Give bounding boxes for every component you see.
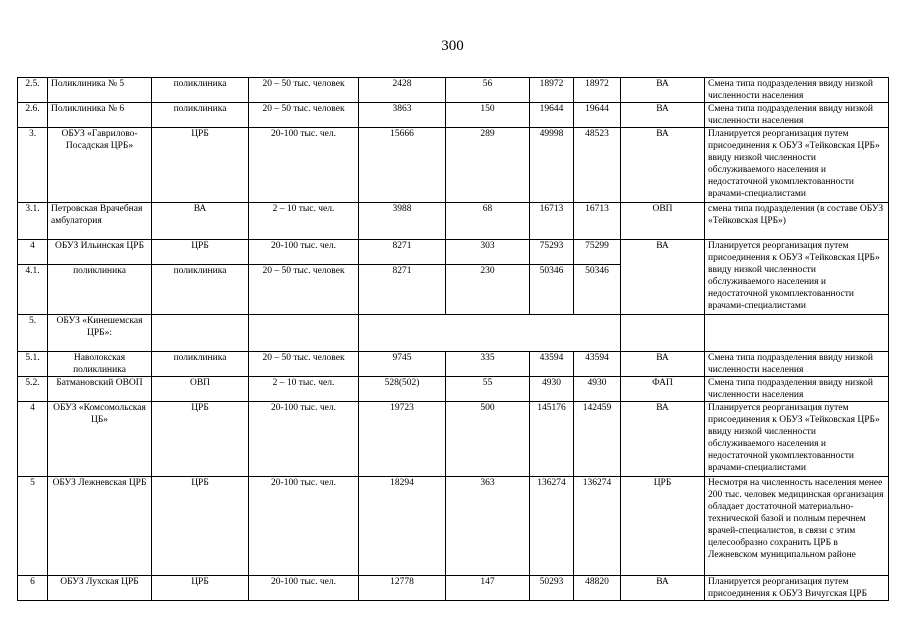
population-range: 20 – 50 тыс. человек bbox=[249, 78, 359, 103]
note: Планируется реорганизация путем присоединения к ОБУЗ «Тейковская ЦРБ» ввиду низкой численности обслуживаемого населения и недостаточной укомплектованности врачами-специалистами bbox=[705, 128, 889, 203]
value-2: 303 bbox=[446, 240, 530, 265]
row-number: 2.6. bbox=[18, 103, 48, 128]
population-range: 2 – 10 тыс. чел. bbox=[249, 377, 359, 402]
value-3: 16713 bbox=[530, 203, 574, 240]
value-2: 500 bbox=[446, 402, 530, 477]
value-1: 8271 bbox=[359, 240, 446, 265]
table-row bbox=[18, 576, 889, 601]
note: Смена типа подразделения ввиду низкой численности населения bbox=[705, 78, 889, 103]
population-range: 2 – 10 тыс. чел. bbox=[249, 203, 359, 240]
population-range: 20-100 тыс. чел. bbox=[249, 576, 359, 601]
value-4: 43594 bbox=[574, 352, 621, 377]
row-number: 3. bbox=[18, 128, 48, 203]
row-number: 5. bbox=[18, 315, 48, 352]
org-type: ЦРБ bbox=[152, 576, 249, 601]
note: смена типа подразделения (в составе ОБУЗ «Тейковская ЦРБ») bbox=[705, 203, 889, 240]
org-name: ОБУЗ Лухская ЦРБ bbox=[48, 576, 152, 601]
org-type: поликлиника bbox=[152, 352, 249, 377]
row-number: 5 bbox=[18, 477, 48, 576]
org-name: Петровская Врачебная амбулатория bbox=[48, 203, 152, 240]
population-range: 20-100 тыс. чел. bbox=[249, 128, 359, 203]
value-3: 43594 bbox=[530, 352, 574, 377]
value-4: 16713 bbox=[574, 203, 621, 240]
org-type: ЦРБ bbox=[152, 128, 249, 203]
value-4: 50346 bbox=[574, 265, 621, 315]
org-name: ОБУЗ Ильинская ЦРБ bbox=[48, 240, 152, 265]
planned-type bbox=[621, 315, 705, 352]
value-4: 48523 bbox=[574, 128, 621, 203]
table-row bbox=[18, 377, 889, 402]
value-2: 55 bbox=[446, 377, 530, 402]
value-3: 136274 bbox=[530, 477, 574, 576]
row-number: 3.1. bbox=[18, 203, 48, 240]
org-name: ОБУЗ «Кинешемская ЦРБ»: bbox=[48, 315, 152, 352]
org-type bbox=[152, 315, 249, 352]
reorganization-table bbox=[17, 77, 889, 601]
table-row bbox=[18, 78, 889, 103]
value-4: 18972 bbox=[574, 78, 621, 103]
population-range bbox=[249, 315, 359, 352]
value-2: 56 bbox=[446, 78, 530, 103]
population-range: 20-100 тыс. чел. bbox=[249, 402, 359, 477]
org-type: ЦРБ bbox=[152, 477, 249, 576]
value-2: 363 bbox=[446, 477, 530, 576]
value-2: 335 bbox=[446, 352, 530, 377]
org-name: поликлиника bbox=[48, 265, 152, 315]
table-row bbox=[18, 315, 889, 352]
values-empty bbox=[359, 315, 621, 352]
planned-type: ФАП bbox=[621, 377, 705, 402]
value-4: 48820 bbox=[574, 576, 621, 601]
table-row bbox=[18, 103, 889, 128]
row-number: 2.5. bbox=[18, 78, 48, 103]
value-1: 528(502) bbox=[359, 377, 446, 402]
value-1: 18294 bbox=[359, 477, 446, 576]
row-number: 5.2. bbox=[18, 377, 48, 402]
value-3: 18972 bbox=[530, 78, 574, 103]
org-type: ВА bbox=[152, 203, 249, 240]
org-type: поликлиника bbox=[152, 78, 249, 103]
planned-type: ВА bbox=[621, 240, 705, 315]
note: Планируется реорганизация путем присоединения к ОБУЗ «Тейковская ЦРБ» ввиду низкой численности обслуживаемого населения и недостаточной укомплектованности врачами-специалистами bbox=[705, 402, 889, 477]
value-1: 9745 bbox=[359, 352, 446, 377]
note: Несмотря на численность населения менее 200 тыс. человек медицинская организация обладает достаточной материально-технической базой и полным перечнем врачей-специалистов, в связи с этим целесообразно сохранить ЦРБ в Лежневском муниципальном районе bbox=[705, 477, 889, 576]
value-3: 50346 bbox=[530, 265, 574, 315]
note: Смена типа подразделения ввиду низкой численности населения bbox=[705, 352, 889, 377]
value-2: 68 bbox=[446, 203, 530, 240]
table-row bbox=[18, 128, 889, 203]
value-4: 19644 bbox=[574, 103, 621, 128]
value-4: 4930 bbox=[574, 377, 621, 402]
value-4: 75299 bbox=[574, 240, 621, 265]
org-type: ОВП bbox=[152, 377, 249, 402]
planned-type: ВА bbox=[621, 78, 705, 103]
note: Смена типа подразделения ввиду низкой численности населения bbox=[705, 103, 889, 128]
org-name: Поликлиника № 5 bbox=[48, 78, 152, 103]
population-range: 20 – 50 тыс. человек bbox=[249, 352, 359, 377]
value-1: 3863 bbox=[359, 103, 446, 128]
population-range: 20 – 50 тыс. человек bbox=[249, 103, 359, 128]
note: Смена типа подразделения ввиду низкой численности населения bbox=[705, 377, 889, 402]
org-name: ОБУЗ «Комсомольская ЦБ» bbox=[48, 402, 152, 477]
value-4: 136274 bbox=[574, 477, 621, 576]
value-2: 150 bbox=[446, 103, 530, 128]
org-name: ОБУЗ Лежневская ЦРБ bbox=[48, 477, 152, 576]
population-range: 20 – 50 тыс. человек bbox=[249, 265, 359, 315]
value-2: 230 bbox=[446, 265, 530, 315]
row-number: 4 bbox=[18, 402, 48, 477]
note: Планируется реорганизация путем присоединения к ОБУЗ «Тейковская ЦРБ» ввиду низкой численности обслуживаемого населения и недостаточной укомплектованности врачами-специалистами bbox=[705, 240, 889, 315]
org-type: поликлиника bbox=[152, 103, 249, 128]
value-1: 12778 bbox=[359, 576, 446, 601]
value-3: 50293 bbox=[530, 576, 574, 601]
value-3: 49998 bbox=[530, 128, 574, 203]
value-1: 3988 bbox=[359, 203, 446, 240]
org-type: ЦРБ bbox=[152, 240, 249, 265]
table-row bbox=[18, 402, 889, 477]
table-row bbox=[18, 240, 889, 265]
value-2: 147 bbox=[446, 576, 530, 601]
value-3: 4930 bbox=[530, 377, 574, 402]
org-name: Поликлиника № 6 bbox=[48, 103, 152, 128]
row-number: 5.1. bbox=[18, 352, 48, 377]
value-2: 289 bbox=[446, 128, 530, 203]
value-3: 75293 bbox=[530, 240, 574, 265]
planned-type: ВА bbox=[621, 576, 705, 601]
population-range: 20-100 тыс. чел. bbox=[249, 240, 359, 265]
org-name: Наволокская поликлиника bbox=[48, 352, 152, 377]
value-3: 145176 bbox=[530, 402, 574, 477]
planned-type: ВА bbox=[621, 352, 705, 377]
value-1: 19723 bbox=[359, 402, 446, 477]
planned-type: ВА bbox=[621, 402, 705, 477]
page-number: 300 bbox=[441, 38, 464, 54]
value-1: 8271 bbox=[359, 265, 446, 315]
org-type: ЦРБ bbox=[152, 402, 249, 477]
planned-type: ВА bbox=[621, 128, 705, 203]
org-type: поликлиника bbox=[152, 265, 249, 315]
planned-type: ВА bbox=[621, 103, 705, 128]
note: Планируется реорганизация путем присоединения к ОБУЗ Вичугская ЦРБ bbox=[705, 576, 889, 601]
row-number: 6 bbox=[18, 576, 48, 601]
population-range: 20-100 тыс. чел. bbox=[249, 477, 359, 576]
planned-type: ОВП bbox=[621, 203, 705, 240]
table-row bbox=[18, 203, 889, 240]
value-4: 142459 bbox=[574, 402, 621, 477]
value-3: 19644 bbox=[530, 103, 574, 128]
table-row bbox=[18, 352, 889, 377]
row-number: 4 bbox=[18, 240, 48, 265]
org-name: Батмановский ОВОП bbox=[48, 377, 152, 402]
value-1: 2428 bbox=[359, 78, 446, 103]
planned-type: ЦРБ bbox=[621, 477, 705, 576]
table-row bbox=[18, 477, 889, 576]
value-1: 15666 bbox=[359, 128, 446, 203]
note bbox=[705, 315, 889, 352]
org-name: ОБУЗ «Гаврилово-Посадская ЦРБ» bbox=[48, 128, 152, 203]
row-number: 4.1. bbox=[18, 265, 48, 315]
